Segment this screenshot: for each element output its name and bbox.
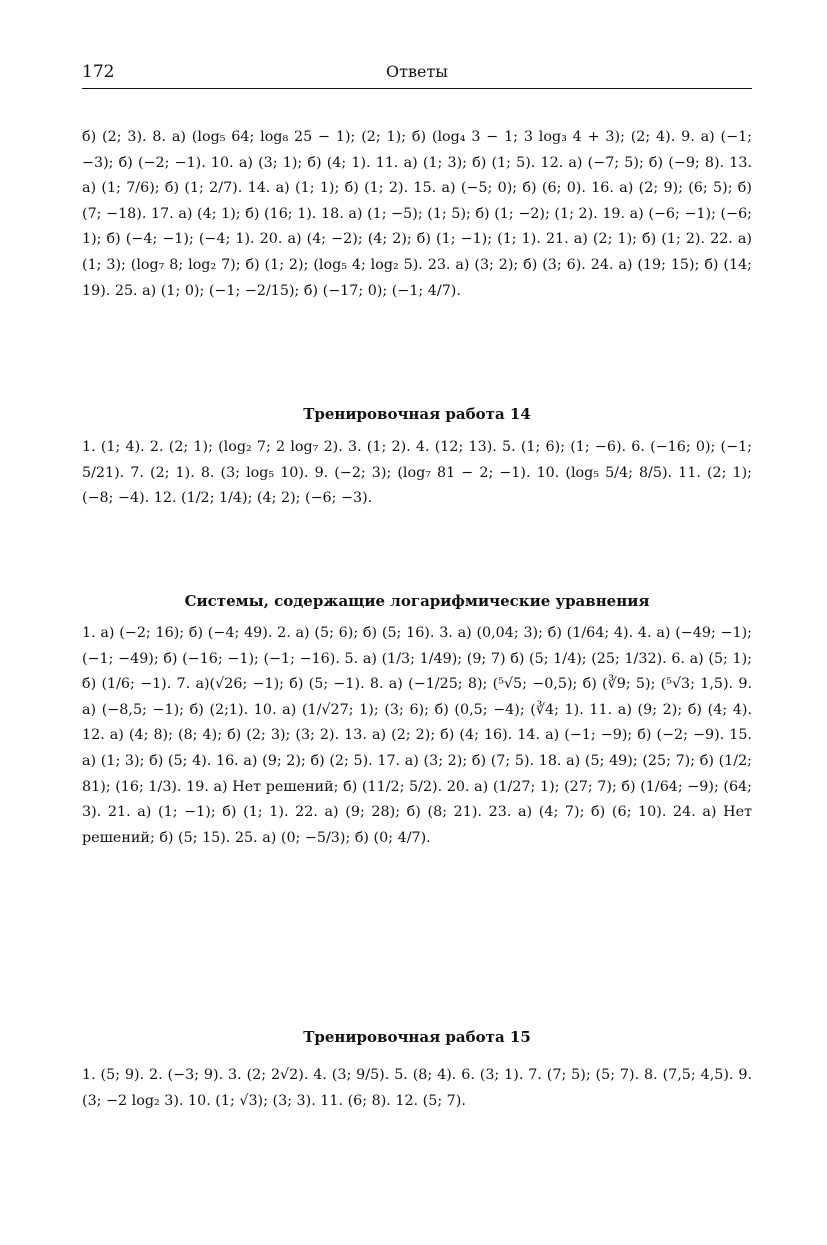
section-title-training-15: Тренировочная работа 15 xyxy=(303,1028,531,1046)
running-title: Ответы xyxy=(385,62,449,81)
answers-block-log-systems: 1. а) (−2; 16); б) (−4; 49). 2. а) (5; 6); б) (5; 16). 3. а) (0,04; 3); б) (1/64; 4). 4. а) (−49; −1); (−1; −49); б) (−16; −1); (−1; −16). 5. а) (1/3; 1/49); (9; 7) б) (5; 1/4); (25; 1/32). 6. а) (5; 1); б) (1/6; −1). 7. а)(√26; −1); б) (5; −1). 8. а) (−1/25; 8); (⁵√5; −0,5); б) (∛9; 5); (⁵√3; 1,5). 9. а) (−8,5; −1); б) (2;1). 10. а) (1/√27; 1); (3; 6); б) (0,5; −4); (∛4; 1). 11. а) (9; 2); б) (4; 4). 12. а) (4; 8); (8; 4); б) (2; 3); (3; 2). 13. а) (2; 2); б) (4; 16). 14. а) (−1; −9); б) (−2; −9). 15. а) (1; 3); б) (5; 4). 16. а) (9; 2); б) (2; 5). 17. а) (3; 2); б) (7; 5). 18. а) (5; 49); (25; 7); б) (1/2; 81); (16; 1/3). 19. а) Нет решений; б) (11/2; 5/2). 20. а) (1/27; 1); (27; 7); б) (1/64; −9); (64; 3). 21. а) (1; −1); б) (1; 1). 22. а) (9; 28); б) (8; 21). 23. а) (4; 7); б) (6; 10). 24. а) Нет решений; б) (5; 15). 25. а) (0; −5/3); б) (0; 4/7). xyxy=(82,625,752,846)
page-number: 172 xyxy=(82,62,115,82)
answers-block-training-14: 1. (1; 4). 2. (2; 1); (log₂ 7; 2 log₇ 2). 3. (1; 2). 4. (12; 13). 5. (1; 6); (1; −6). 6. (−16; 0); (−1; 5/21). 7. (2; 1). 8. (3; log₅ 10). 9. (−2; 3); (log₇ 81 − 2; −1). 10. (log₅ 5/4; 8/5). 11. (2; 1); (−8; −4). 12. (1/2; 1/4); (4; 2); (−6; −3). xyxy=(82,439,752,507)
book-page xyxy=(82,0,752,1245)
section-title-training-14: Тренировочная работа 14 xyxy=(303,405,531,423)
section-title-log-systems: Системы, содержащие логарифмические уравнения xyxy=(184,592,650,610)
page-header xyxy=(82,62,752,89)
answers-block-systems-continued: б) (2; 3). 8. а) (log₅ 64; log₈ 25 − 1); (2; 1); б) (log₄ 3 − 1; 3 log₃ 4 + 3); (2; 4). 9. а) (−1; −3); б) (−2; −1). 10. а) (3; 1); б) (4; 1). 11. а) (1; 3); б) (1; 5). 12. а) (−7; 5); б) (−9; 8). 13. а) (1; 7/6); б) (1; 2/7). 14. а) (1; 1); б) (1; 2). 15. а) (−5; 0); б) (6; 0). 16. а) (2; 9); (6; 5); б) (7; −18). 17. а) (4; 1); б) (16; 1). 18. а) (1; −5); (1; 5); б) (1; −2); (1; 2). 19. а) (−6; −1); (−6; 1); б) (−4; −1); (−4; 1). 20. а) (4; −2); (4; 2); б) (1; −1); (1; 1). 21. а) (2; 1); б) (1; 2). 22. а) (1; 3); (log₇ 8; log₂ 7); б) (1; 2); (log₅ 4; log₂ 5). 23. а) (3; 2); б) (3; 6). 24. а) (19; 15); б) (14; 19). 25. а) (1; 0); (−1; −2/15); б) (−17; 0); (−1; 4/7). xyxy=(82,129,752,299)
answers-block-training-15: 1. (5; 9). 2. (−3; 9). 3. (2; 2√2). 4. (3; 9/5). 5. (8; 4). 6. (3; 1). 7. (7; 5); (5; 7). 8. (7,5; 4,5). 9. (3; −2 log₂ 3). 10. (1; √3); (3; 3). 11. (6; 8). 12. (5; 7). xyxy=(82,1067,752,1109)
